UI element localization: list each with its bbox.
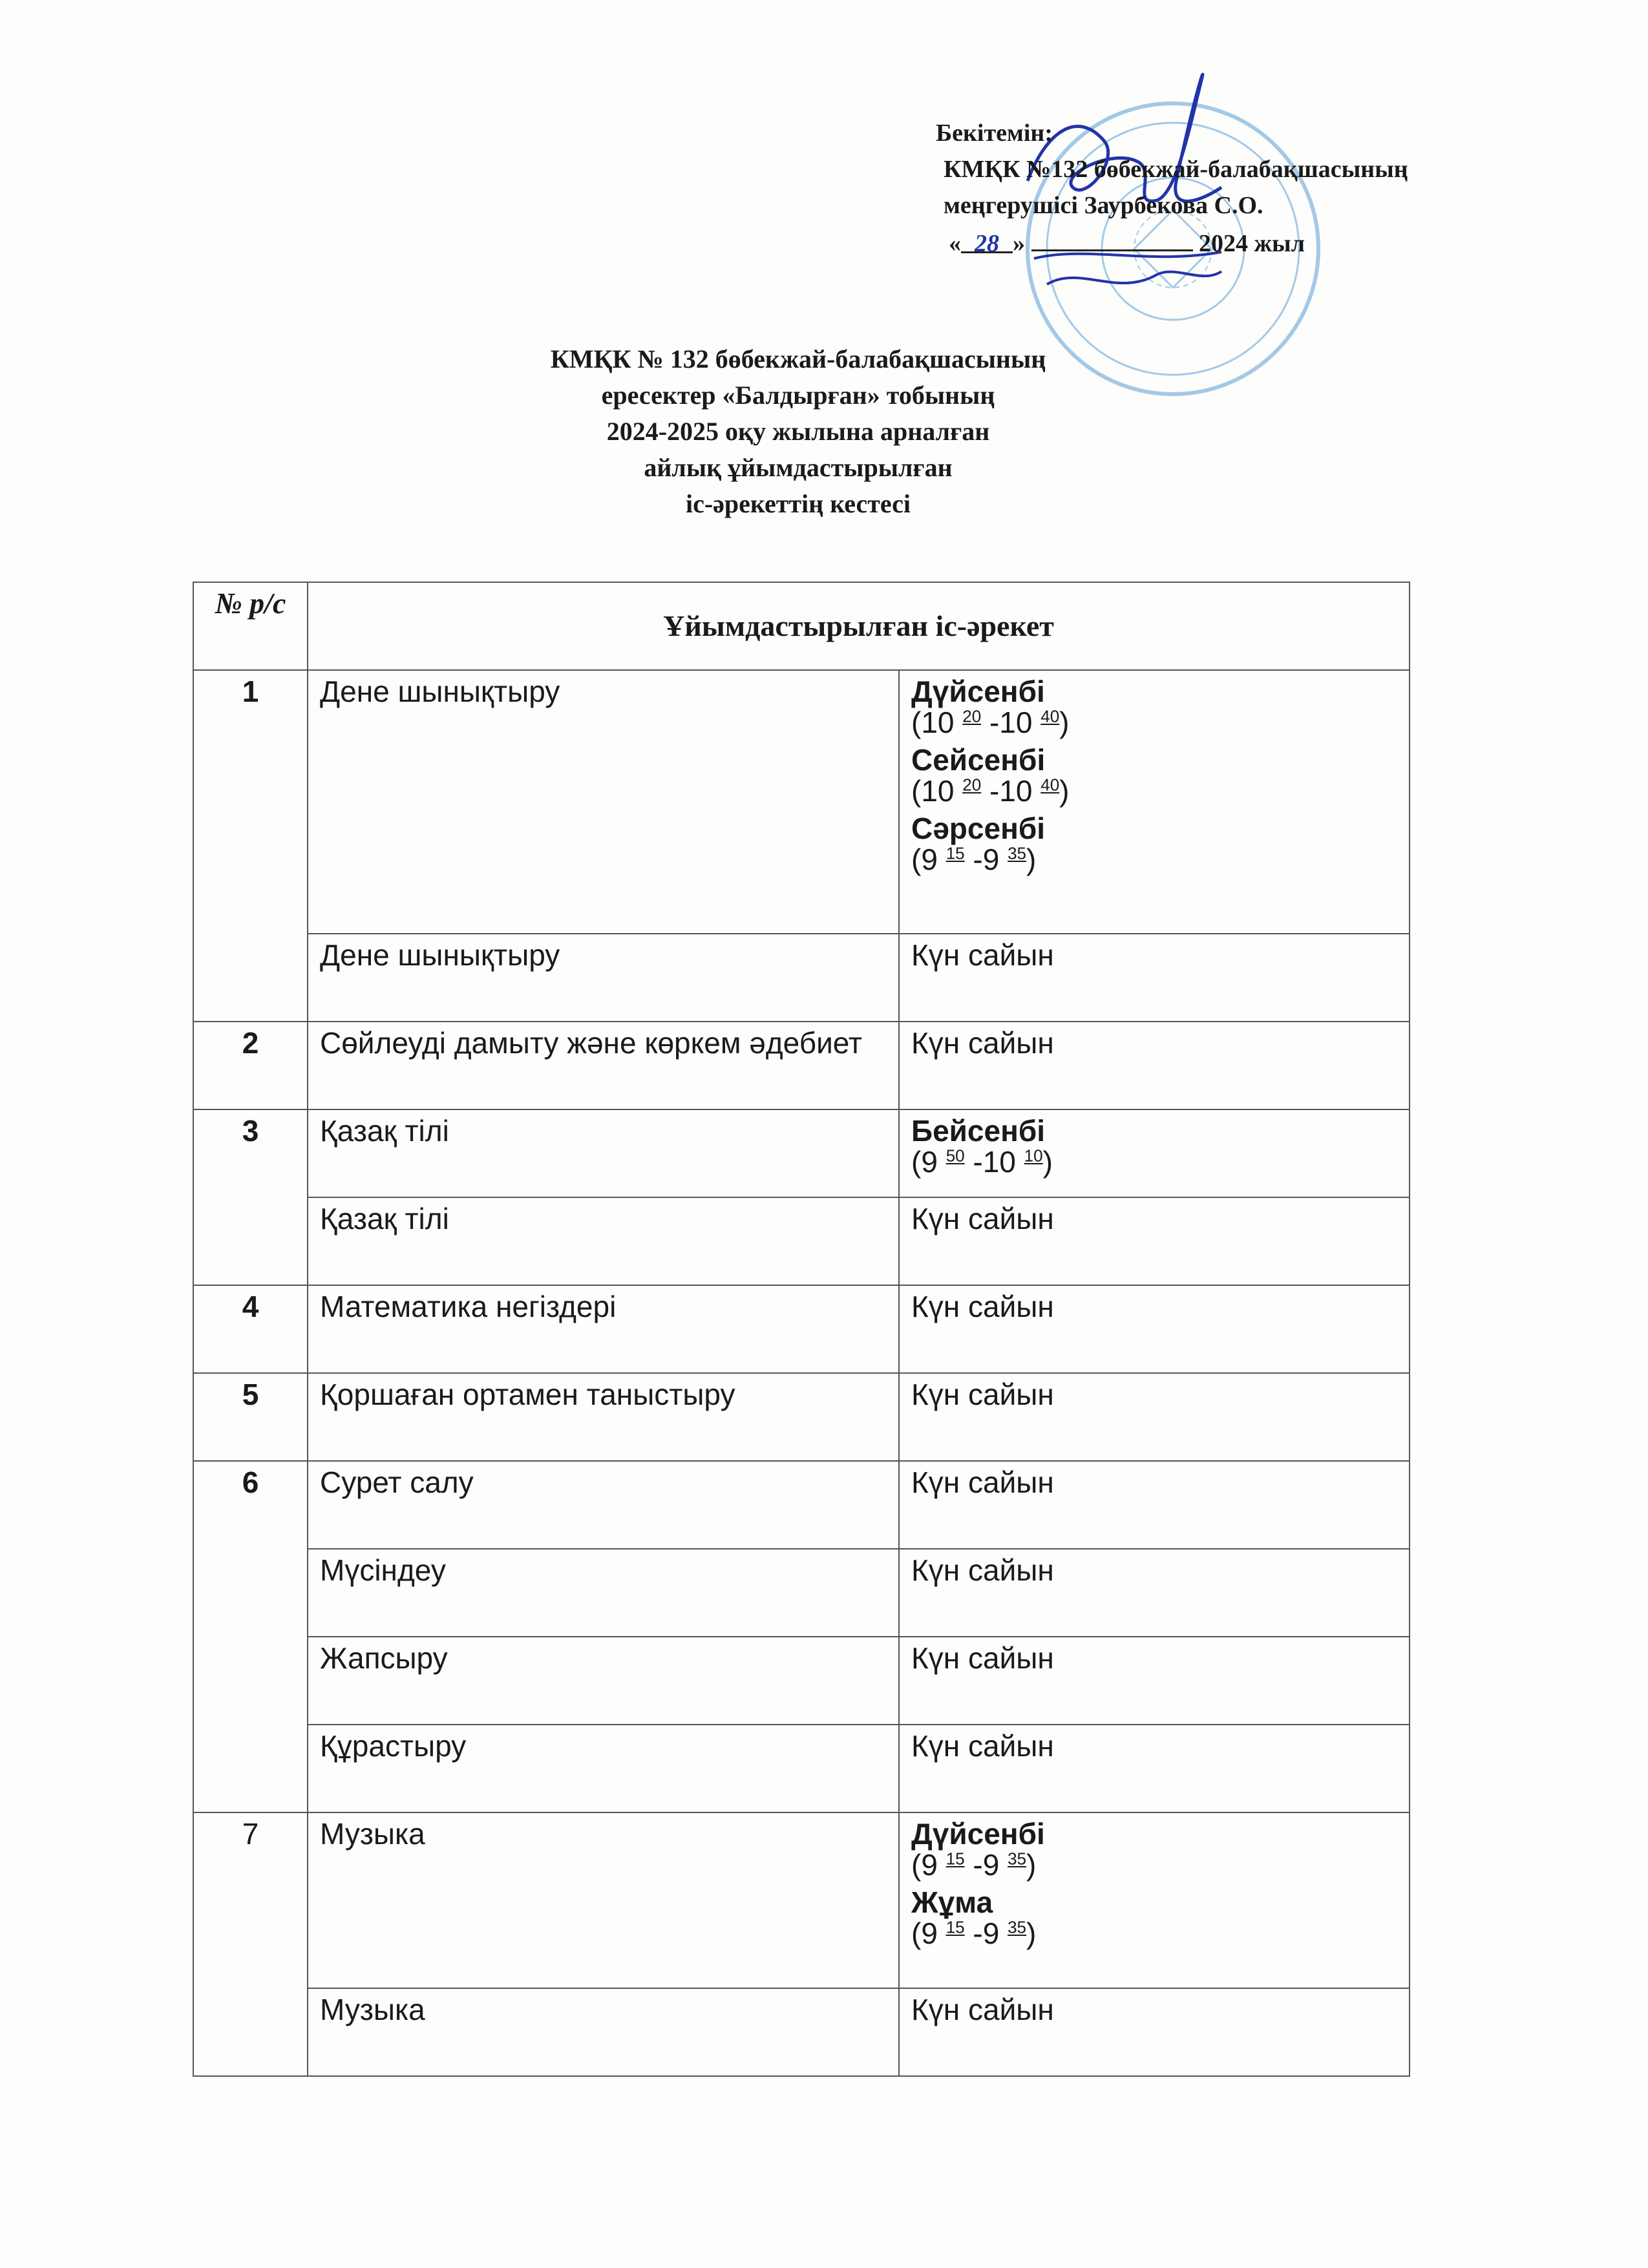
- schedule-cell: Күн сайын: [899, 1461, 1410, 1549]
- schedule-cell: Күн сайын: [899, 1637, 1410, 1725]
- row-number: 3: [193, 1109, 308, 1285]
- activity-name: Құрастыру: [308, 1725, 899, 1812]
- table-row: [193, 1285, 1410, 1373]
- schedule-cell: Күн сайын: [899, 1022, 1410, 1109]
- page-title: [388, 341, 1209, 522]
- title-line-5: іс-әрекеттің кестесі: [685, 489, 911, 518]
- date-open-quote: «: [949, 230, 961, 257]
- table-row: [193, 934, 1410, 1022]
- table-row: [193, 1549, 1410, 1637]
- approval-org-line: КМҚК №132 бөбекжай-балабақшасының: [944, 156, 1408, 183]
- weekday: Сәрсенбі: [911, 812, 1046, 845]
- activity-name: Музыка: [308, 1988, 899, 2076]
- date-year: 2024 жыл: [1199, 230, 1305, 257]
- table-row: [193, 1373, 1410, 1461]
- schedule-cell: Күн сайын: [899, 1988, 1410, 2076]
- approval-date-line: [936, 224, 1582, 262]
- time-range: (9 $^{15}$ -9 $^{35}$): [911, 843, 1037, 876]
- table-row: [193, 1812, 1410, 1988]
- row-number: 4: [193, 1285, 308, 1373]
- weekday: Бейсенбі: [911, 1114, 1046, 1148]
- table-row: [193, 1109, 1410, 1197]
- activity-name: Жапсыру: [308, 1637, 899, 1725]
- header-activity: Ұйымдастырылған іс-әрекет: [308, 582, 1410, 670]
- activity-name: Дене шынықтыру: [308, 670, 899, 934]
- table-row: [193, 1022, 1410, 1109]
- weekday: Дүйсенбі: [911, 675, 1045, 708]
- row-number: 2: [193, 1022, 308, 1109]
- table-row: [193, 1197, 1410, 1285]
- activity-name: Сурет салу: [308, 1461, 899, 1549]
- time-range: (9 $^{15}$ -9 $^{35}$): [911, 1916, 1037, 1950]
- schedule-cell: Күн сайын: [899, 1373, 1410, 1461]
- weekday: Сейсенбі: [911, 743, 1046, 777]
- schedule-cell: Күн сайын: [899, 1725, 1410, 1812]
- schedule-cell: [899, 670, 1410, 934]
- schedule-cell: Күн сайын: [899, 1285, 1410, 1373]
- row-number: 1: [193, 670, 308, 1022]
- weekday: Дүйсенбі: [911, 1817, 1045, 1851]
- weekday: Жұма: [911, 1885, 993, 1919]
- row-number: 7: [193, 1812, 308, 2076]
- schedule-table: [193, 582, 1410, 2077]
- time-range: (9 $^{15}$ -9 $^{35}$): [911, 1848, 1037, 1882]
- table-header-row: [193, 582, 1410, 670]
- time-range: (10 $^{20}$ -10 $^{40}$): [911, 706, 1070, 739]
- schedule-cell: [899, 1109, 1410, 1197]
- row-number: 5: [193, 1373, 308, 1461]
- activity-name: Сөйлеуді дамыту және көркем әдебиет: [308, 1022, 899, 1109]
- activity-name: Қоршаған ортамен таныстыру: [308, 1373, 899, 1461]
- time-range: (9 $^{50}$ -10 $^{10}$): [911, 1145, 1053, 1179]
- date-day: 28: [961, 226, 1013, 253]
- header-number: № р/с: [193, 582, 308, 670]
- title-line-2: ересектер «Балдырған» тобының: [601, 381, 995, 410]
- approval-block: [936, 115, 1582, 262]
- activity-name: Қазақ тілі: [308, 1109, 899, 1197]
- schedule-cell: Күн сайын: [899, 934, 1410, 1022]
- activity-name: Дене шынықтыру: [308, 934, 899, 1022]
- row-number: 6: [193, 1461, 308, 1812]
- activity-name: Музыка: [308, 1812, 899, 1988]
- schedule-cell: Күн сайын: [899, 1549, 1410, 1637]
- approval-label: Бекітемін:: [936, 120, 1053, 147]
- title-line-3: 2024-2025 оқу жылына арналған: [606, 417, 990, 446]
- table-row: [193, 1461, 1410, 1549]
- table-row: [193, 1725, 1410, 1812]
- date-close-quote: »: [1013, 230, 1025, 257]
- activity-name: Математика негіздері: [308, 1285, 899, 1373]
- activity-name: Қазақ тілі: [308, 1197, 899, 1285]
- title-line-1: КМҚК № 132 бөбекжай-балабақшасының: [550, 344, 1046, 373]
- date-month-blank: [1031, 224, 1193, 251]
- approval-head-line: меңгерушісі Заурбекова С.О.: [944, 192, 1263, 219]
- time-range: (10 $^{20}$ -10 $^{40}$): [911, 774, 1070, 808]
- schedule-cell: Күн сайын: [899, 1197, 1410, 1285]
- table-row: [193, 1988, 1410, 2076]
- schedule-cell: [899, 1812, 1410, 1988]
- table-row: [193, 1637, 1410, 1725]
- title-line-4: айлық ұйымдастырылған: [644, 453, 953, 482]
- activity-name: Мүсіндеу: [308, 1549, 899, 1637]
- table-row: [193, 670, 1410, 934]
